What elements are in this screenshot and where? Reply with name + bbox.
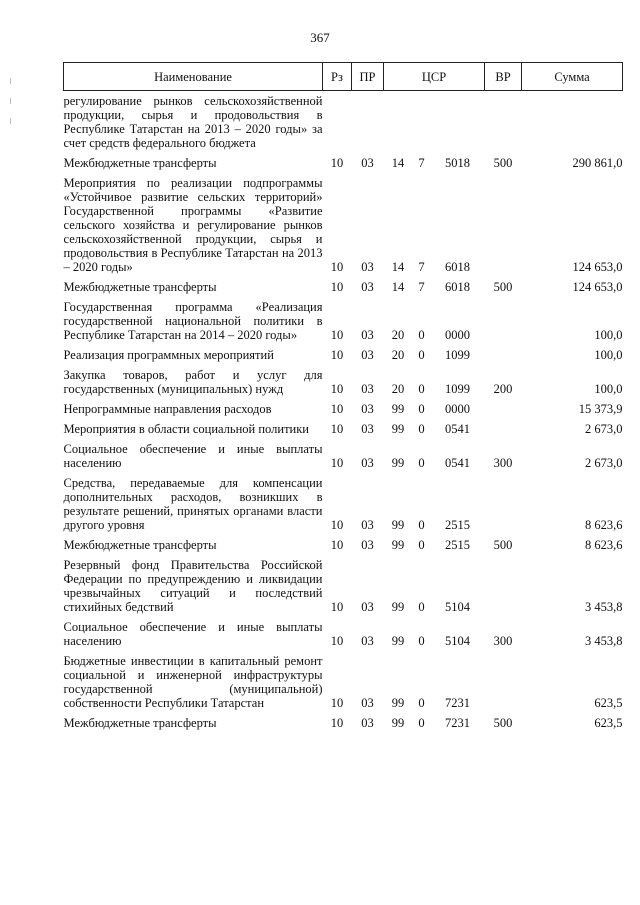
row-csr-part1 <box>384 91 413 154</box>
row-csr-part2: 0 <box>418 382 425 396</box>
row-pr <box>352 91 384 154</box>
row-vr <box>485 555 522 617</box>
row-sum: 2 673,0 <box>585 456 623 470</box>
row-csr-part1: 99 <box>391 634 405 648</box>
row-csr-part3: 7231 <box>445 716 470 730</box>
table-row <box>64 297 623 345</box>
row-sum: 623,5 <box>594 716 623 730</box>
row-csr-part1: 99 <box>391 518 405 532</box>
row-rz: 10 <box>330 696 344 710</box>
row-csr-part1: 99 <box>391 716 405 730</box>
table-row <box>64 473 623 535</box>
row-csr-part3: 5018 <box>445 156 470 170</box>
row-name: регулирование рынков сельскохозяйственной продукции, сырья и продовольствия в Республике Татарстан на 2013 – 2020 годы» за счет средств федерального бюджета <box>63 94 323 150</box>
row-pr: 03 <box>361 538 374 552</box>
table-row <box>64 439 623 473</box>
row-rz: 10 <box>330 402 344 416</box>
row-csr-part1: 20 <box>391 348 405 362</box>
row-pr: 03 <box>361 456 374 470</box>
row-pr: 03 <box>361 156 374 170</box>
column-header-name: Наименование <box>64 63 323 91</box>
column-header-pr: ПР <box>352 63 384 91</box>
row-name: Средства, передаваемые для компенсации дополнительных расходов, возникших в результате решений, принятых органами власти другого уровня <box>63 476 323 532</box>
table-row <box>64 651 623 713</box>
table-row <box>64 617 623 651</box>
row-csr-part2: 0 <box>418 456 425 470</box>
row-name: Социальное обеспечение и иные выплаты населению <box>63 620 323 648</box>
row-csr-part1: 14 <box>391 280 405 294</box>
row-vr: 500 <box>493 156 513 170</box>
row-pr: 03 <box>361 634 374 648</box>
row-vr <box>485 651 522 713</box>
row-vr: 300 <box>493 456 513 470</box>
row-rz: 10 <box>330 156 344 170</box>
table-row <box>64 365 623 399</box>
table-row <box>64 277 623 297</box>
row-csr-part3: 6018 <box>445 280 470 294</box>
table-header-row <box>64 63 623 91</box>
row-csr-part3: 0000 <box>445 402 470 416</box>
row-name: Межбюджетные трансферты <box>63 716 217 730</box>
row-csr-part2: 0 <box>418 422 425 436</box>
table-row <box>64 153 623 173</box>
row-vr: 200 <box>493 382 513 396</box>
row-csr-part1: 20 <box>391 328 405 342</box>
row-rz: 10 <box>330 280 344 294</box>
row-name: Резервный фонд Правительства Российской Федерации по предупреждению и ликвидации чрезвычайных ситуаций и последствий стихийных бедствий <box>63 558 323 614</box>
row-pr: 03 <box>361 348 374 362</box>
row-csr-part3: 5104 <box>445 600 470 614</box>
row-name: Бюджетные инвестиции в капитальный ремонт социальной и инженерной инфраструктуры государственной (муниципальной) собственности Республики Татарстан <box>63 654 323 710</box>
row-sum <box>522 91 623 154</box>
row-csr-part3: 1099 <box>445 348 470 362</box>
row-vr <box>485 473 522 535</box>
row-csr-part2: 0 <box>418 716 425 730</box>
row-csr-part1: 14 <box>391 260 405 274</box>
row-name: Мероприятия в области социальной политики <box>63 422 309 436</box>
row-vr: 500 <box>493 716 513 730</box>
row-rz: 10 <box>330 716 344 730</box>
row-sum: 100,0 <box>594 328 623 342</box>
row-pr: 03 <box>361 600 374 614</box>
table-row <box>64 713 623 733</box>
row-name: Межбюджетные трансферты <box>63 538 217 552</box>
row-name: Закупка товаров, работ и услуг для государственных (муниципальных) нужд <box>63 368 323 396</box>
row-csr-part3: 6018 <box>445 260 470 274</box>
row-pr: 03 <box>361 696 374 710</box>
row-sum: 290 861,0 <box>572 156 623 170</box>
row-csr-part1: 99 <box>391 696 405 710</box>
row-rz: 10 <box>330 600 344 614</box>
row-rz: 10 <box>330 260 344 274</box>
row-vr <box>485 419 522 439</box>
row-csr-part3: 5104 <box>445 634 470 648</box>
row-csr-part1: 99 <box>391 600 405 614</box>
row-name: Социальное обеспечение и иные выплаты населению <box>63 442 323 470</box>
row-csr-part3: 0000 <box>445 328 470 342</box>
row-csr-part3: 2515 <box>445 538 470 552</box>
scan-mark <box>10 118 11 124</box>
row-csr-part1: 20 <box>391 382 405 396</box>
row-name: Реализация программных мероприятий <box>63 348 274 362</box>
row-csr-part2: 0 <box>418 538 425 552</box>
row-csr-part1: 99 <box>391 402 405 416</box>
row-vr <box>485 297 522 345</box>
row-pr: 03 <box>361 328 374 342</box>
column-header-csr: ЦСР <box>384 63 485 91</box>
row-vr <box>485 91 522 154</box>
row-rz: 10 <box>330 348 344 362</box>
row-csr-part2: 7 <box>418 156 425 170</box>
row-csr-part2: 0 <box>418 348 425 362</box>
row-csr-part2: 0 <box>418 518 425 532</box>
table-body <box>64 91 623 734</box>
row-csr-part3: 7231 <box>445 696 470 710</box>
table-row <box>64 535 623 555</box>
row-sum: 124 653,0 <box>572 280 623 294</box>
budget-table <box>63 62 623 733</box>
row-vr <box>485 173 522 277</box>
row-csr-part3: 2515 <box>445 518 470 532</box>
row-pr: 03 <box>361 422 374 436</box>
row-name: Непрограммные направления расходов <box>63 402 272 416</box>
row-csr-part1: 99 <box>391 538 405 552</box>
row-vr <box>485 399 522 419</box>
row-sum: 2 673,0 <box>585 422 623 436</box>
row-csr-part2: 0 <box>418 402 425 416</box>
row-name: Мероприятия по реализации подпрограммы «Устойчивое развитие сельских территорий» Государственной программы «Развитие сельского хозяйства и регулирование рынков сельскохозяйственной продукции, сырья и продовольствия в Республике Татарстан на 2013 – 2020 годы» <box>63 176 323 274</box>
row-sum: 8 623,6 <box>585 538 623 552</box>
row-csr-part3: 0541 <box>445 456 470 470</box>
row-csr-part3: 1099 <box>445 382 470 396</box>
row-pr: 03 <box>361 518 374 532</box>
column-header-vr: ВР <box>485 63 522 91</box>
page-number: 367 <box>310 30 330 45</box>
row-sum: 100,0 <box>594 348 623 362</box>
row-csr-part2: 7 <box>418 280 425 294</box>
row-vr: 500 <box>493 538 513 552</box>
row-csr-part1: 14 <box>391 156 405 170</box>
table-row <box>64 91 623 154</box>
row-csr-part2 <box>413 91 431 154</box>
row-name: Межбюджетные трансферты <box>63 156 217 170</box>
row-pr: 03 <box>361 260 374 274</box>
column-header-rz: Рз <box>323 63 352 91</box>
table-row <box>64 345 623 365</box>
row-vr: 500 <box>493 280 513 294</box>
row-csr-part2: 7 <box>418 260 425 274</box>
table-row <box>64 399 623 419</box>
row-rz: 10 <box>330 538 344 552</box>
row-vr <box>485 345 522 365</box>
row-rz: 10 <box>330 382 344 396</box>
row-name: Государственная программа «Реализация государственной национальной политики в Республике Татарстан на 2014 – 2020 годы» <box>63 300 323 342</box>
table-row <box>64 173 623 277</box>
row-rz: 10 <box>330 422 344 436</box>
column-header-sum: Сумма <box>522 63 623 91</box>
row-sum: 8 623,6 <box>585 518 623 532</box>
row-csr-part1: 99 <box>391 422 405 436</box>
row-pr: 03 <box>361 280 374 294</box>
table-row <box>64 555 623 617</box>
row-sum: 623,5 <box>594 696 623 710</box>
row-csr-part2: 0 <box>418 634 425 648</box>
row-rz: 10 <box>330 518 344 532</box>
row-vr: 300 <box>493 634 513 648</box>
row-sum: 3 453,8 <box>585 600 623 614</box>
row-csr-part3: 0541 <box>445 422 470 436</box>
row-rz: 10 <box>330 328 344 342</box>
row-pr: 03 <box>361 716 374 730</box>
row-csr-part2: 0 <box>418 600 425 614</box>
row-rz <box>323 91 352 154</box>
row-csr-part2: 0 <box>418 328 425 342</box>
scan-mark <box>10 78 11 84</box>
row-csr-part3 <box>431 91 485 154</box>
row-sum: 15 373,9 <box>578 402 623 416</box>
row-csr-part2: 0 <box>418 696 425 710</box>
row-sum: 124 653,0 <box>572 260 623 274</box>
row-rz: 10 <box>330 634 344 648</box>
row-rz: 10 <box>330 456 344 470</box>
row-sum: 3 453,8 <box>585 634 623 648</box>
row-pr: 03 <box>361 382 374 396</box>
scan-mark <box>10 98 11 104</box>
row-csr-part1: 99 <box>391 456 405 470</box>
row-name: Межбюджетные трансферты <box>63 280 217 294</box>
row-sum: 100,0 <box>594 382 623 396</box>
row-pr: 03 <box>361 402 374 416</box>
table-row <box>64 419 623 439</box>
